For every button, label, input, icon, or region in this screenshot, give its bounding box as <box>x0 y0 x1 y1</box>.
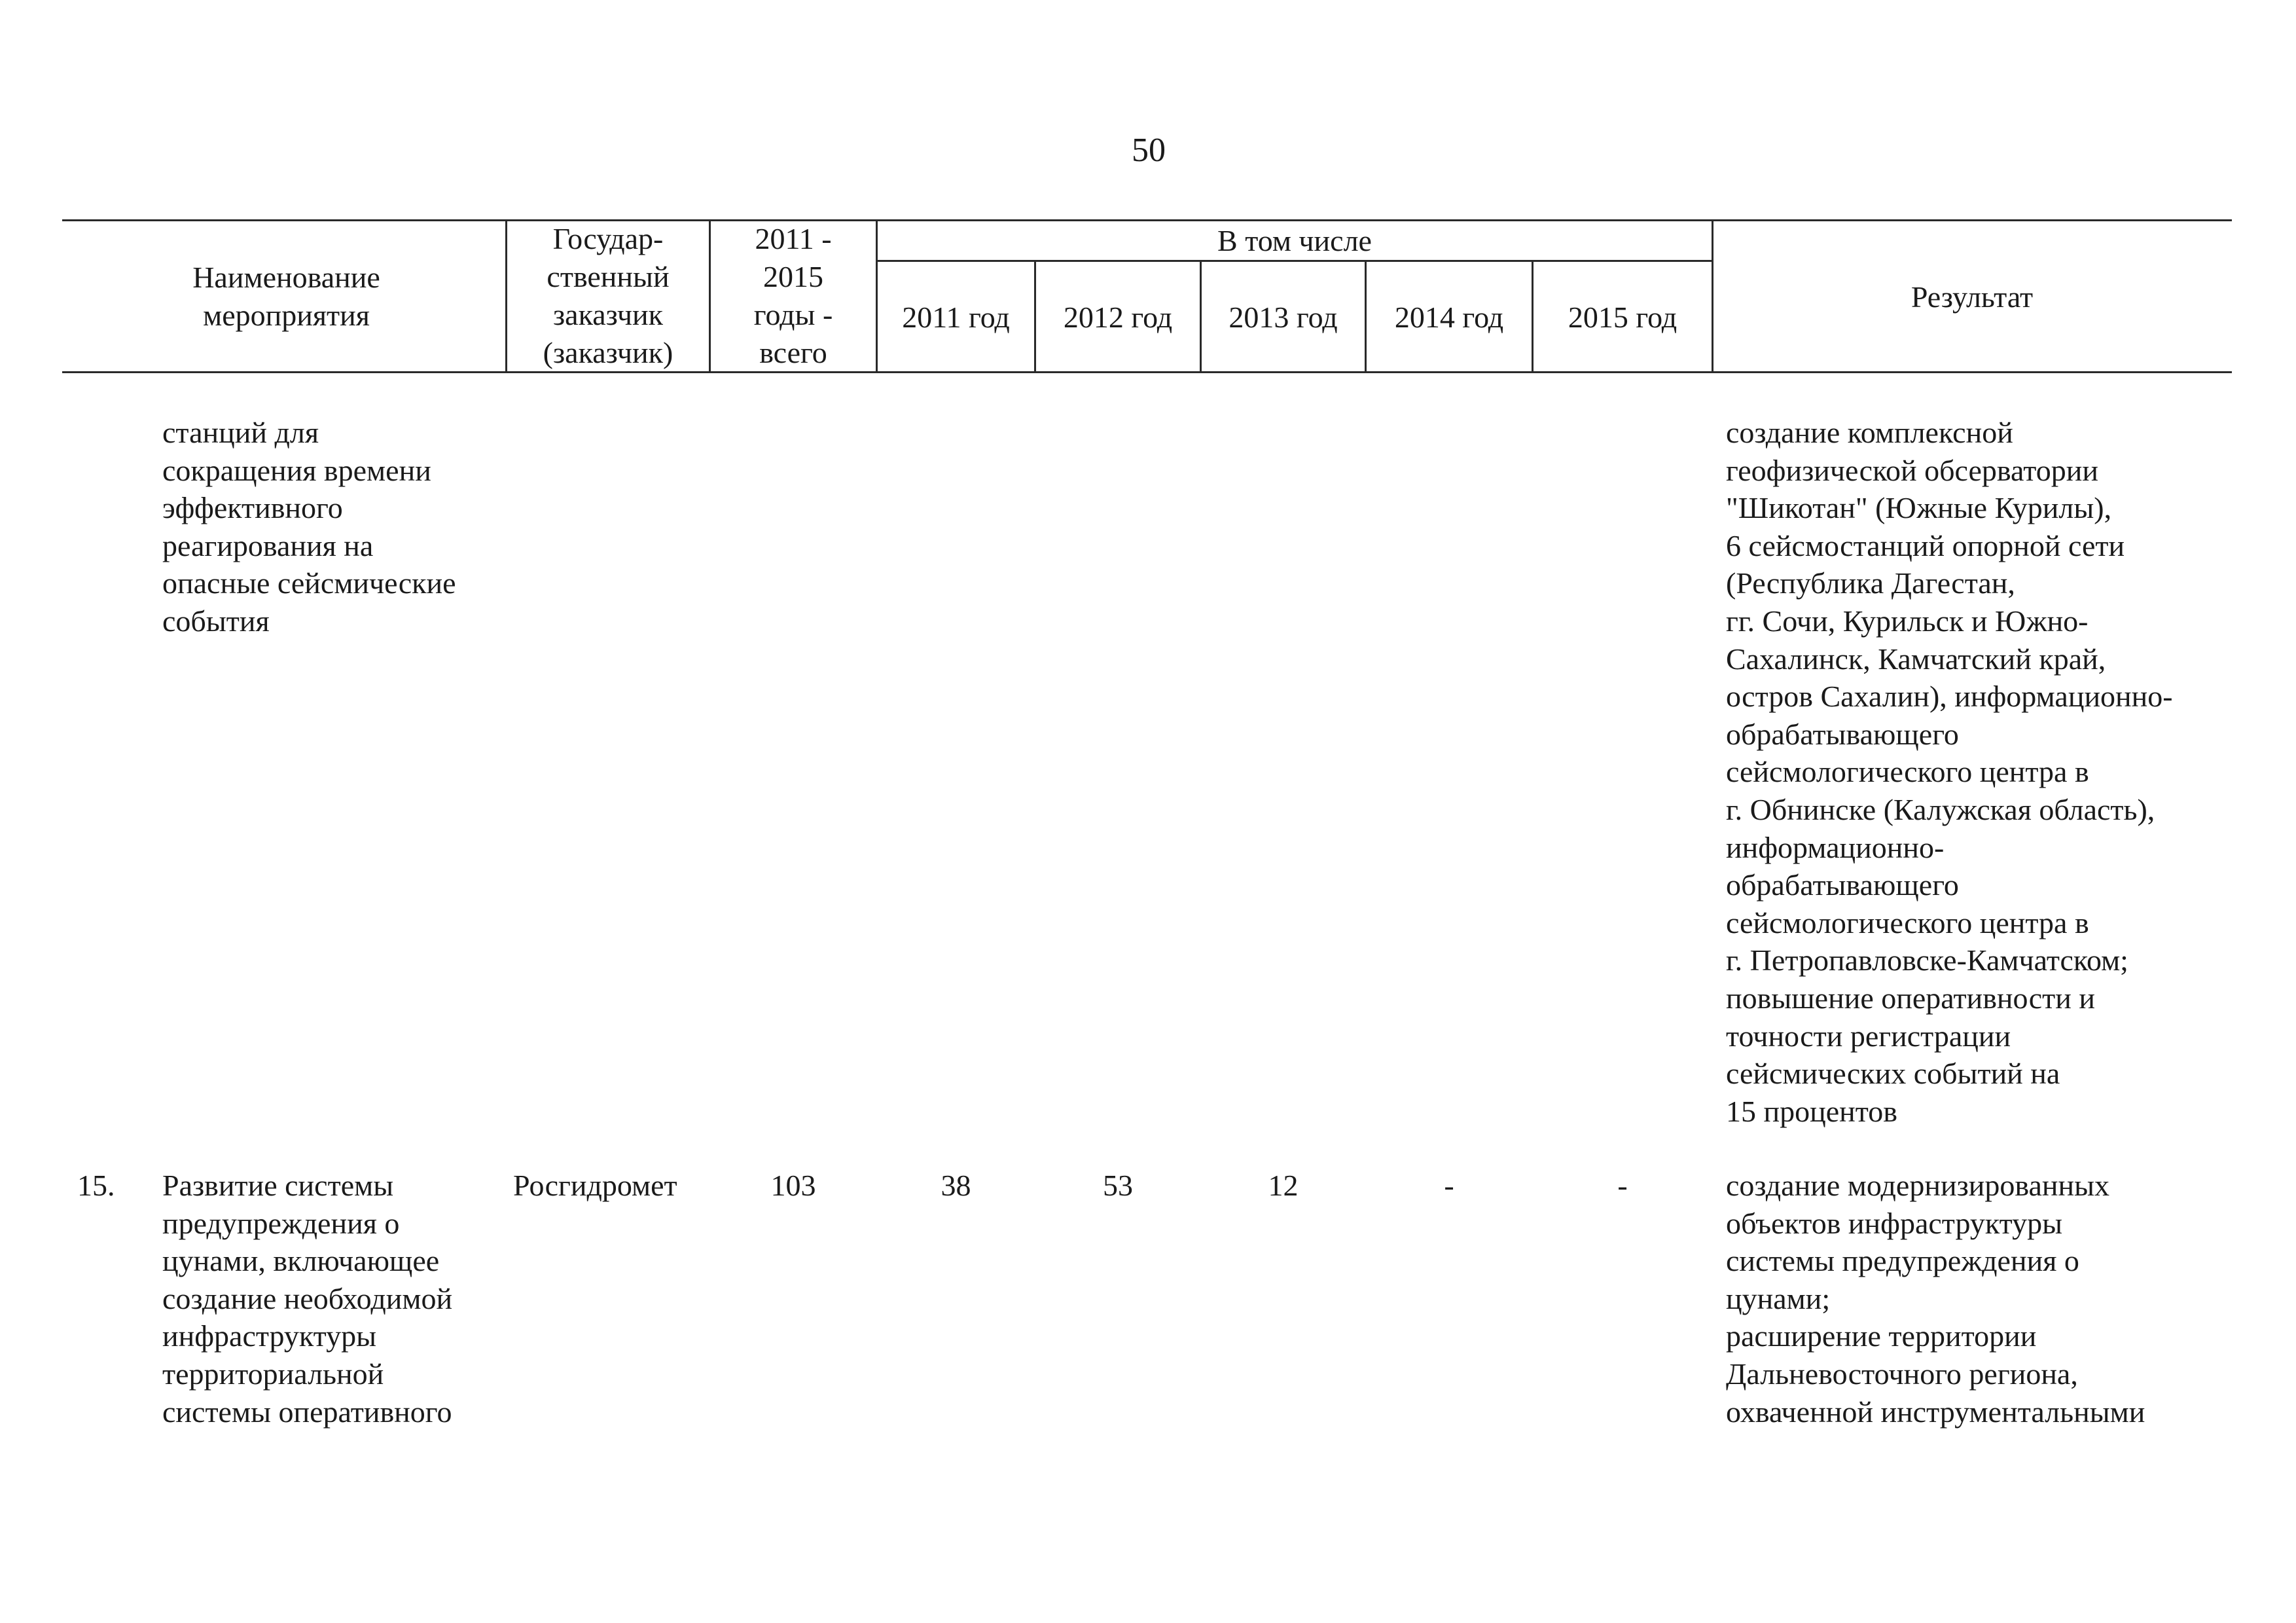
header-year-2014: 2014 год <box>1394 301 1504 334</box>
years-subheader-rule <box>876 260 1713 262</box>
header-result: Результат <box>1910 280 2034 314</box>
row-15-2013: 12 <box>1268 1169 1299 1202</box>
row-15-2011: 38 <box>941 1169 971 1202</box>
row-1-name: станций для сокращения времени эффективного реагирования на опасные сейсмические события <box>162 416 456 638</box>
header-bottom-rule <box>62 371 2232 373</box>
page-number: 50 <box>1132 132 1166 169</box>
header-year-2011: 2011 год <box>902 301 1010 334</box>
header-name: Наименование мероприятия <box>192 261 380 332</box>
header-year-2015: 2015 год <box>1568 301 1677 334</box>
header-including: В том числе <box>1217 224 1372 257</box>
row-15-2012: 53 <box>1103 1169 1133 1202</box>
row-15-customer: Росгидромет <box>513 1169 677 1202</box>
row-1-result: создание комплексной геофизической обсерватории "Шикотан" (Южные Курилы), 6 сейсмостанций опорной сети (Республика Дагестан, гг. Сочи, Курильск и Южно- Сахалинск, Камчатский край, остров Сахалин), информационно- обрабатывающего сейсмологического центра в г. Обнинске (Калужская область), информационно- обрабатывающего сейсмологического центра в г. Петропавловске-Камчатском; повышение оперативности и точности регистрации сейсмических событий на 15 процентов <box>1726 416 2173 1128</box>
header-year-2012: 2012 год <box>1063 301 1173 334</box>
row-15-name: Развитие системы предупреждения о цунами, включающее создание необходимой инфраструктуры территориальной системы оперативного <box>162 1169 453 1429</box>
row-15-result: создание модернизированных объектов инфраструктуры системы предупреждения о цунами; расширение территории Дальневосточного региона, охваченной инструментальными <box>1726 1169 2145 1429</box>
header-customer: Государ- ственный заказчик (заказчик) <box>543 222 673 369</box>
row-15-2015: - <box>1617 1169 1628 1202</box>
row-15-2014: - <box>1444 1169 1454 1202</box>
header-year-2013: 2013 год <box>1229 301 1338 334</box>
header-total: 2011 - 2015 годы - всего <box>753 222 833 369</box>
row-15-total: 103 <box>770 1169 816 1202</box>
row-15-number: 15. <box>77 1169 115 1202</box>
table-top-rule <box>62 219 2232 221</box>
